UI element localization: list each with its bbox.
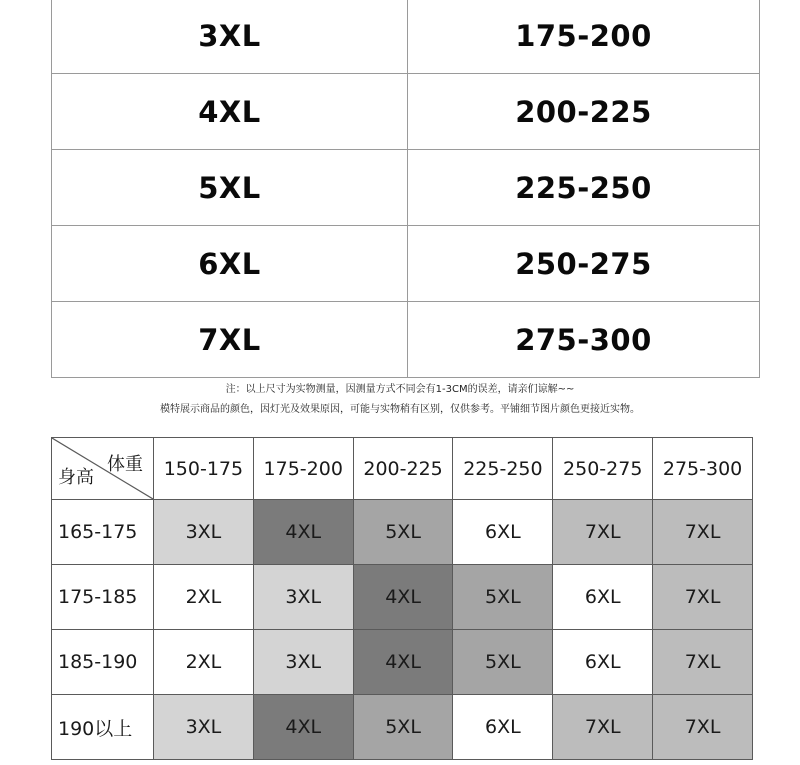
size-note (0, 380, 800, 420)
size-cell: 4XL (253, 500, 353, 565)
size-label: 6XL (52, 226, 408, 302)
size-cell: 3XL (253, 630, 353, 695)
size-cell: 6XL (453, 695, 553, 760)
size-cell: 7XL (653, 630, 753, 695)
size-cell: 6XL (553, 630, 653, 695)
size-cell: 4XL (353, 630, 453, 695)
size-cell: 4XL (353, 565, 453, 630)
weight-header: 275-300 (653, 438, 753, 500)
grid-row (52, 695, 753, 760)
size-cell: 5XL (453, 565, 553, 630)
weight-header: 225-250 (453, 438, 553, 500)
size-cell: 7XL (653, 500, 753, 565)
grid-row (52, 500, 753, 565)
size-cell: 5XL (453, 630, 553, 695)
size-label: 4XL (52, 74, 408, 150)
weight-header: 250-275 (553, 438, 653, 500)
height-range-label: 165-175 (52, 500, 154, 565)
note-line-2: 模特展示商品的颜色，因灯光及效果原因，可能与实物稍有区别，仅供参考。平铺细节图片颜色更接近实物。 (160, 404, 640, 415)
size-cell: 2XL (154, 565, 254, 630)
grid-row (52, 630, 753, 695)
size-row (52, 74, 760, 150)
size-row (52, 226, 760, 302)
size-row (52, 150, 760, 226)
weight-range: 200-225 (408, 74, 760, 150)
size-label: 3XL (52, 0, 408, 74)
weight-range: 250-275 (408, 226, 760, 302)
size-cell: 2XL (154, 630, 254, 695)
size-cell: 6XL (453, 500, 553, 565)
grid-header-row (52, 438, 753, 500)
size-cell: 7XL (553, 695, 653, 760)
grid-corner-cell (52, 438, 154, 500)
weight-header: 175-200 (253, 438, 353, 500)
size-cell: 3XL (154, 500, 254, 565)
size-cell: 5XL (353, 500, 453, 565)
weight-axis-label: 体重 (107, 454, 143, 475)
size-cell: 4XL (253, 695, 353, 760)
size-cell: 6XL (553, 565, 653, 630)
weight-header: 150-175 (154, 438, 254, 500)
weight-header: 200-225 (353, 438, 453, 500)
size-cell: 7XL (653, 565, 753, 630)
height-range-label: 190以上 (52, 695, 154, 760)
weight-range: 225-250 (408, 150, 760, 226)
weight-range: 175-200 (408, 0, 760, 74)
size-cell: 5XL (353, 695, 453, 760)
height-axis-label: 身高 (58, 467, 94, 488)
size-range-table (51, 0, 760, 378)
weight-range: 275-300 (408, 302, 760, 378)
size-label: 5XL (52, 150, 408, 226)
grid-row (52, 565, 753, 630)
size-row (52, 0, 760, 74)
note-line-1: 注：以上尺寸为实物测量，因测量方式不同会有1-3CM的误差，请亲们谅解~~ (225, 384, 575, 395)
size-cell: 3XL (253, 565, 353, 630)
height-range-label: 175-185 (52, 565, 154, 630)
size-cell: 7XL (653, 695, 753, 760)
size-label: 7XL (52, 302, 408, 378)
size-cell: 3XL (154, 695, 254, 760)
height-range-label: 185-190 (52, 630, 154, 695)
size-cell: 7XL (553, 500, 653, 565)
height-weight-size-chart (51, 437, 753, 760)
size-row (52, 302, 760, 378)
